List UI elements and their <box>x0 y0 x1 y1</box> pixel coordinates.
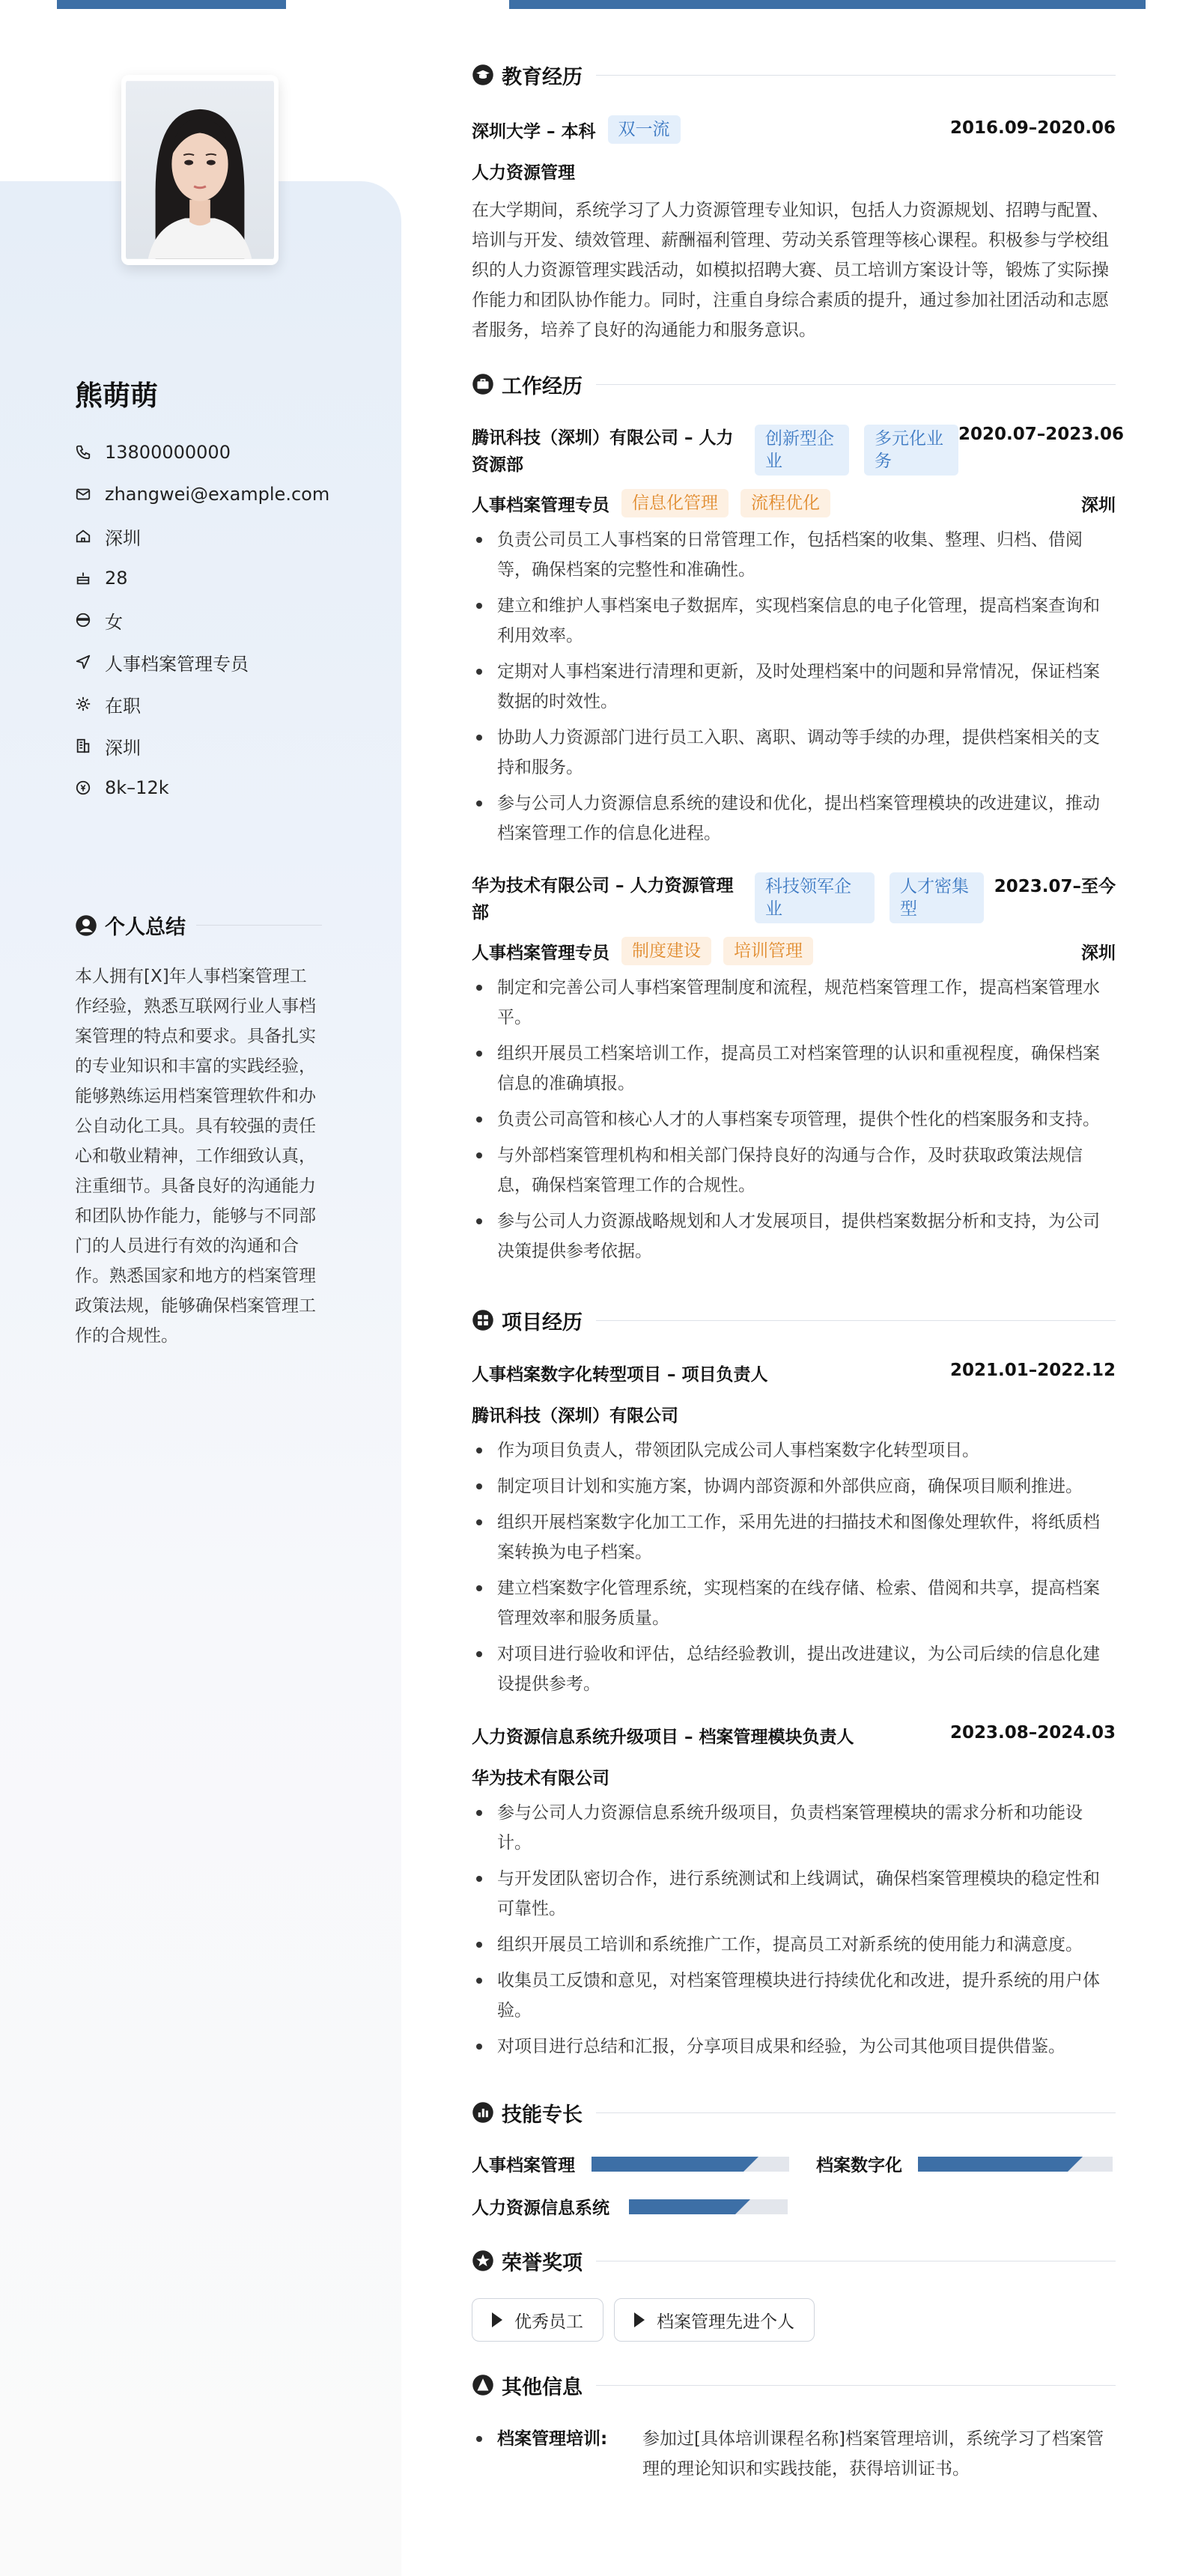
project-bullet: 制定项目计划和实施方案，协调内部资源和外部供应商，确保项目顺利推进。 <box>472 1471 1116 1501</box>
skill-bar <box>592 2157 789 2172</box>
project-name: 人力资源信息系统升级项目 – 档案管理模块负责人 <box>472 1728 854 1747</box>
phone-text: 13800000000 <box>105 442 231 463</box>
project-bullet: 与开发团队密切合作，进行系统测试和上线调试，确保档案管理模块的稳定性和可靠性。 <box>472 1864 1116 1924</box>
job-bullet: 与外部档案管理机构和相关部门保持良好的沟通与合作，及时获取政策法规信息，确保档案管理工作的合规性。 <box>472 1140 1116 1200</box>
main-content <box>472 57 1125 2484</box>
grid-icon <box>472 1309 494 1331</box>
user-circle-icon <box>75 914 97 937</box>
skills-title: 技能专长 <box>502 2103 583 2127</box>
info-icon <box>472 2374 494 2396</box>
info-phone <box>75 431 329 473</box>
education-divider <box>596 75 1116 76</box>
job-tag: 创新型企业 <box>755 425 849 476</box>
other-divider <box>596 2385 1116 2386</box>
job-tag: 人才密集型 <box>890 872 984 923</box>
skills-row <box>472 2194 1116 2219</box>
education-desc: 在大学期间，系统学习了人力资源管理专业知识，包括人力资源规划、招聘与配置、培训与开发、绩效管理、薪酬福利管理、劳动关系管理等核心课程。积极参与学校组织的人力资源管理实践活动，如模拟招聘大赛、员工培训方案设计等，锻炼了实际操作能力和团队协作能力。同时，注重自身综合素质的提升，通过参加社团活动和志愿者服务，培养了良好的沟通能力和服务意识。 <box>472 201 1109 340</box>
coin-icon <box>75 780 91 796</box>
top-accent-bar-right <box>509 0 1146 9</box>
gender-text: 女 <box>105 611 123 633</box>
graduation-cap-icon <box>472 64 494 86</box>
education-title: 教育经历 <box>502 65 583 89</box>
job-entry <box>472 425 1125 848</box>
summary-text: 本人拥有[X]年人事档案管理工作经验，熟悉互联网行业人事档案管理的特点和要求。具备扎实的专业知识和丰富的实践经验，能够熟练运用档案管理软件和办公自动化工具。具有较强的责任心和敬业精神，工作细致认真，注重细节。具备良好的沟通能力和团队协作能力，能够与不同部门的人员进行有效的沟通和合作。熟悉国家和地方的档案管理政策法规，能够确保档案管理工作的合规性。 <box>75 967 316 1346</box>
education-date: 2016.09–2020.06 <box>949 118 1116 138</box>
project-bullet: 作为项目负责人，带领团队完成公司人事档案数字化转型项目。 <box>472 1436 1116 1465</box>
play-icon <box>492 2312 502 2327</box>
job-date: 2020.07–2023.06 <box>958 425 1125 444</box>
chart-icon <box>472 2101 494 2124</box>
send-icon <box>75 654 91 670</box>
project-date: 2021.01–2022.12 <box>949 1361 1116 1380</box>
skills-divider <box>596 2112 1116 2113</box>
job-city: 深圳 <box>1081 495 1116 515</box>
info-age <box>75 557 329 599</box>
project-bullet: 组织开展档案数字化加工工作，采用先进的扫描技术和图像处理软件，将纸质档案转换为电子档案。 <box>472 1507 1116 1567</box>
job-company: 华为技术有限公司 – 人力资源管理部 <box>472 876 734 923</box>
summary-title: 个人总结 <box>105 916 186 939</box>
home-icon <box>75 528 91 544</box>
job-role-tag: 流程优化 <box>741 489 830 517</box>
salary-text: 8k–12k <box>105 777 169 798</box>
projects-divider <box>596 1320 1116 1321</box>
other-heading <box>472 2367 1116 2403</box>
project-bullet: 收集员工反馈和意见，对档案管理模块进行持续优化和改进，提升系统的用户体验。 <box>472 1966 1116 2026</box>
person-face-icon <box>75 612 91 628</box>
project-entry <box>472 1361 1116 1699</box>
job-bullet: 协助人力资源部门进行员工入职、离职、调动等手续的办理，提供档案相关的支持和服务。 <box>472 723 1116 783</box>
projects-title: 项目经历 <box>502 1310 583 1334</box>
project-bullet: 建立档案数字化管理系统，实现档案的在线存储、检索、借阅和共享，提高档案管理效率和服务质量。 <box>472 1573 1116 1633</box>
award-label: 优秀员工 <box>514 2312 583 2332</box>
info-salary <box>75 767 329 809</box>
other-title: 其他信息 <box>502 2375 583 2399</box>
skill-label: 档案数字化 <box>816 2156 902 2175</box>
awards-title: 荣誉奖项 <box>502 2251 583 2275</box>
education-tag: 双一流 <box>608 115 681 144</box>
contact-info <box>75 431 329 809</box>
position-text: 人事档案管理专员 <box>105 653 249 675</box>
info-gender <box>75 599 329 641</box>
gear-icon <box>75 696 91 712</box>
award-item <box>614 2298 815 2342</box>
job-role-tag: 制度建设 <box>621 937 711 965</box>
briefcase-icon <box>472 373 494 395</box>
job-entry <box>472 872 1116 1266</box>
job-bullet: 负责公司高管和核心人才的人事档案专项管理，提供个性化的档案服务和支持。 <box>472 1105 1116 1134</box>
job-role-tag: 培训管理 <box>723 937 813 965</box>
award-item <box>472 2298 603 2342</box>
skill-label: 人事档案管理 <box>472 2156 575 2175</box>
award-icon <box>472 2250 494 2272</box>
project-bullets <box>472 1436 1116 1699</box>
project-bullets <box>472 1798 1116 2062</box>
phone-icon <box>75 444 91 461</box>
projects-heading <box>472 1302 1116 1338</box>
job-company: 腾讯科技（深圳）有限公司 – 人力资源部 <box>472 428 734 475</box>
job-bullet: 负责公司员工人事档案的日常管理工作，包括档案的收集、整理、归档、借阅等，确保档案的完整性和准确性。 <box>472 525 1116 585</box>
info-location <box>75 515 329 557</box>
project-company: 华为技术有限公司 <box>472 1769 609 1788</box>
info-status <box>75 683 329 725</box>
building-icon <box>75 738 91 754</box>
job-role: 人事档案管理专员 <box>472 943 609 963</box>
summary-heading <box>75 911 322 940</box>
awards-list <box>472 2298 1116 2342</box>
job-bullet: 建立和维护人事档案电子数据库，实现档案信息的电子化管理，提高档案查询和利用效率。 <box>472 591 1116 651</box>
job-date: 2023.07–至今 <box>994 877 1116 896</box>
candidate-name: 熊萌萌 <box>75 380 158 412</box>
project-bullet: 组织开展员工培训和系统推广工作，提高员工对新系统的使用能力和满意度。 <box>472 1930 1116 1960</box>
job-tag: 科技领军企业 <box>755 872 875 923</box>
job-role: 人事档案管理专员 <box>472 495 609 515</box>
info-position <box>75 641 329 683</box>
job-city: 深圳 <box>1081 943 1116 963</box>
skill-bar-fill <box>918 2157 1068 2172</box>
summary-divider <box>196 925 322 926</box>
project-name: 人事档案数字化转型项目 – 项目负责人 <box>472 1365 768 1385</box>
top-accent-bar-left <box>57 0 286 9</box>
project-bullet: 对项目进行验收和评估，总结经验教训，提出改进建议，为公司后续的信息化建设提供参考。 <box>472 1639 1116 1699</box>
job-bullet: 制定和完善公司人事档案管理制度和流程，规范档案管理工作，提高档案管理水平。 <box>472 973 1116 1033</box>
skills-row <box>472 2151 1116 2176</box>
education-school: 深圳大学 – 本科 <box>472 121 596 142</box>
other-text: 参加过[具体培训课程名称]档案管理培训，系统学习了档案管理的理论知识和实践技能，获得培训证书。 <box>642 2429 1104 2479</box>
work-heading <box>472 366 1116 402</box>
other-list <box>472 2424 1116 2484</box>
location-text: 深圳 <box>105 527 141 549</box>
job-bullet: 参与公司人力资源战略规划和人才发展项目，提供档案数据分析和支持，为公司决策提供参考依据。 <box>472 1206 1116 1266</box>
job-tag: 多元化业务 <box>864 425 958 476</box>
skill-bar-fill <box>592 2157 743 2172</box>
info-target-city <box>75 725 329 767</box>
work-title: 工作经历 <box>502 374 583 398</box>
other-label: 档案管理培训: <box>497 2429 608 2449</box>
skill-bar <box>918 2157 1113 2172</box>
cake-icon <box>75 570 91 586</box>
email-text: zhangwei@example.com <box>105 484 330 505</box>
awards-heading <box>472 2243 1116 2279</box>
award-label: 档案管理先进个人 <box>657 2312 794 2332</box>
skill-label: 人力资源信息系统 <box>472 2199 609 2218</box>
work-divider <box>596 384 1116 385</box>
project-date: 2023.08–2024.03 <box>949 1723 1116 1743</box>
job-role-tag: 信息化管理 <box>621 489 729 517</box>
info-email <box>75 473 329 515</box>
education-row <box>472 115 1116 144</box>
education-heading <box>472 57 1116 93</box>
skill-bar-fill <box>629 2199 735 2214</box>
skills-heading <box>472 2094 1116 2130</box>
portrait-image <box>126 79 274 261</box>
project-bullet: 参与公司人力资源信息系统升级项目，负责档案管理模块的需求分析和功能设计。 <box>472 1798 1116 1858</box>
job-bullet: 参与公司人力资源信息系统的建设和优化，提出档案管理模块的改进建议，推动档案管理工作的信息化进程。 <box>472 789 1116 848</box>
mail-icon <box>75 486 91 502</box>
skill-bar <box>629 2199 788 2214</box>
job-bullet: 定期对人事档案进行清理和更新，及时处理档案中的问题和异常情况，保证档案数据的时效性。 <box>472 657 1116 717</box>
status-text: 在职 <box>105 695 141 717</box>
avatar <box>121 75 279 265</box>
job-bullets <box>472 525 1116 848</box>
job-bullet: 组织开展员工档案培训工作，提高员工对档案管理的认识和重视程度，确保档案信息的准确填报。 <box>472 1039 1116 1099</box>
education-major: 人力资源管理 <box>472 163 575 183</box>
age-text: 28 <box>105 568 128 589</box>
project-bullet: 对项目进行总结和汇报，分享项目成果和经验，为公司其他项目提供借鉴。 <box>472 2032 1116 2062</box>
project-entry <box>472 1723 1116 2062</box>
project-company: 腾讯科技（深圳）有限公司 <box>472 1406 678 1426</box>
other-item <box>472 2424 1116 2484</box>
play-icon <box>634 2312 645 2327</box>
job-bullets <box>472 973 1116 1266</box>
target-city-text: 深圳 <box>105 737 141 759</box>
